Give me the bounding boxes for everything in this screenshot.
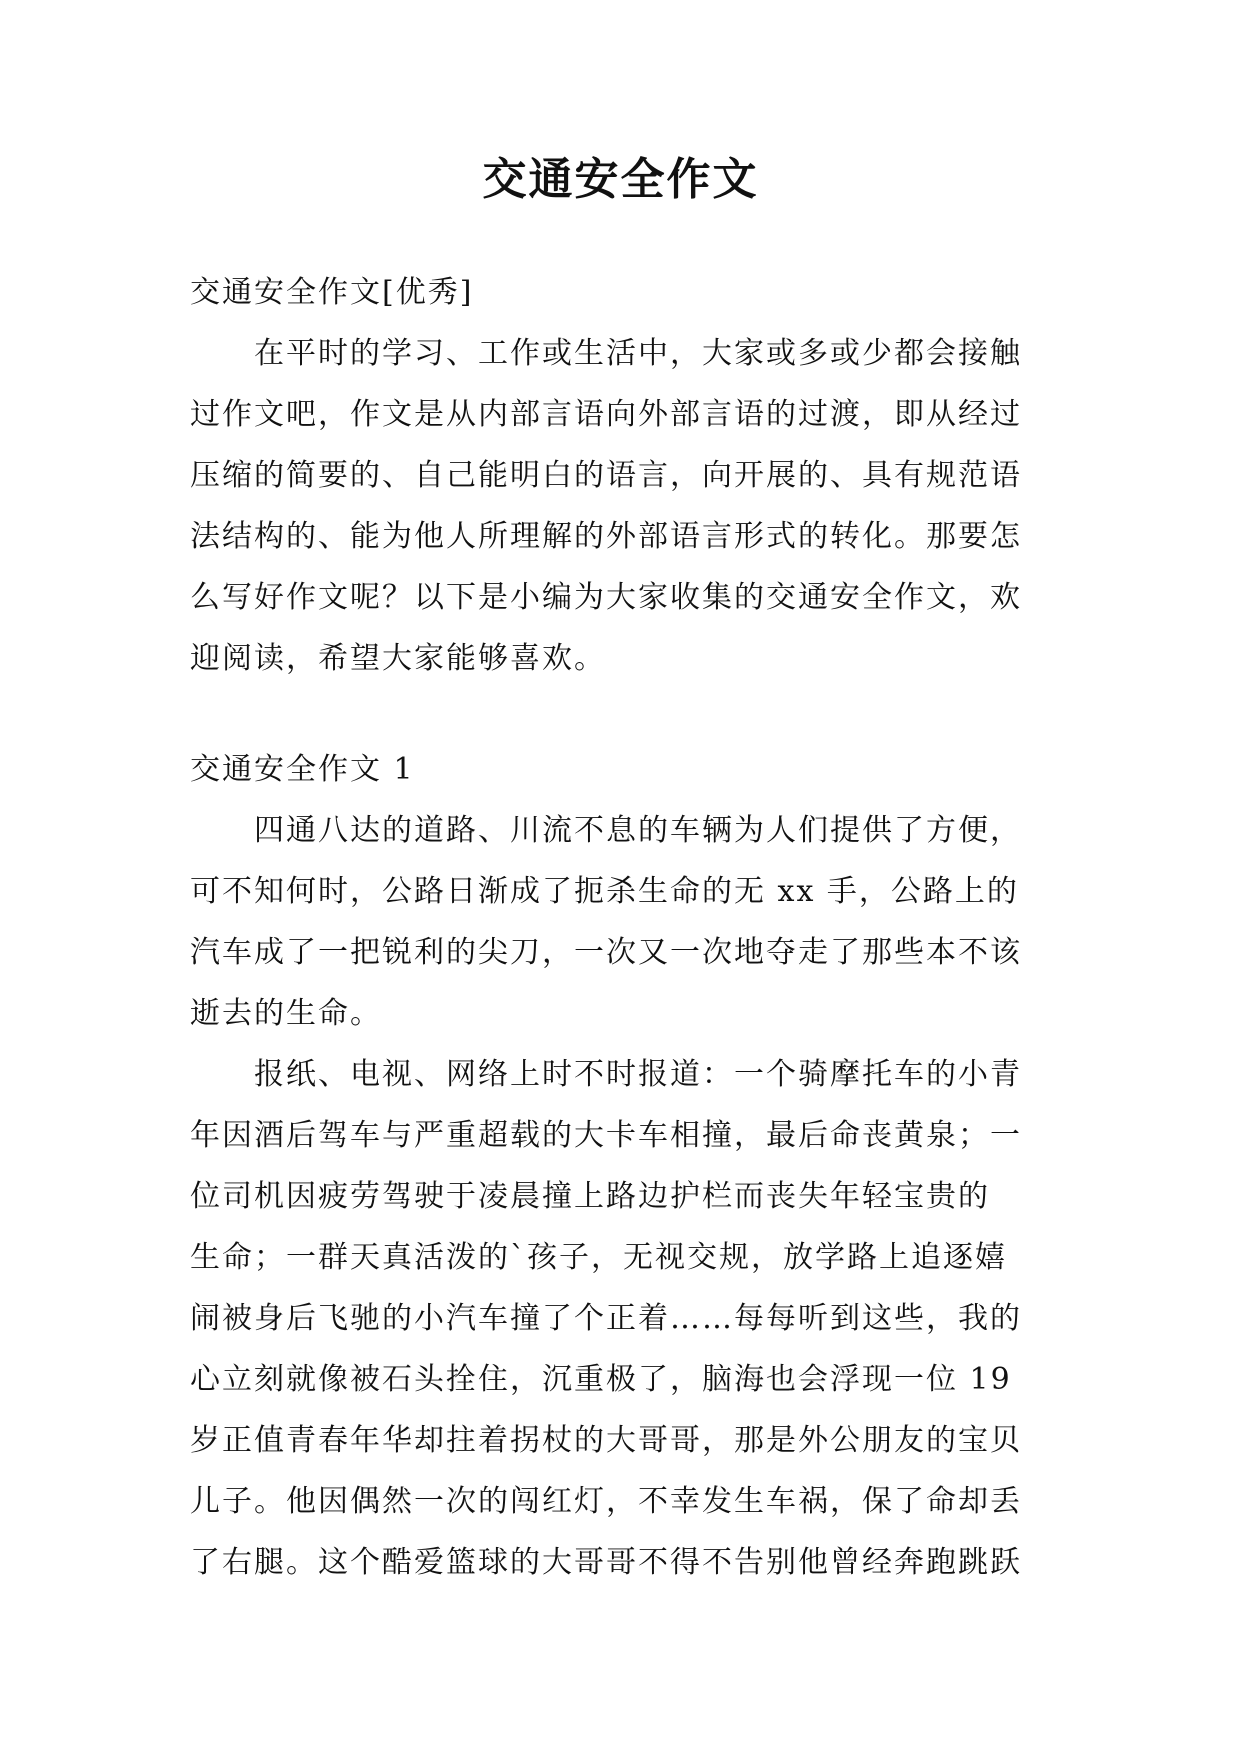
intro-line: 迎阅读，希望大家能够喜欢。	[190, 641, 606, 676]
intro-line: 压缩的简要的、自己能明白的语言，向开展的、具有规范语	[190, 458, 1022, 493]
paragraph-line: 年因酒后驾车与严重超载的大卡车相撞，最后命丧黄泉；一	[190, 1118, 1022, 1153]
intro-line: 么写好作文呢？以下是小编为大家收集的交通安全作文，欢	[190, 580, 1022, 615]
section-spacer	[190, 689, 1062, 739]
document-body	[190, 262, 1062, 1593]
intro-line: 在平时的学习、工作或生活中，大家或多或少都会接触	[254, 336, 1022, 371]
subtitle: 交通安全作文[优秀]	[190, 275, 474, 310]
paragraph-line: 可不知何时，公路日渐成了扼杀生命的无 xx 手，公路上的	[190, 874, 1019, 909]
paragraph-2	[190, 1044, 1062, 1593]
paragraph-line: 心立刻就像被石头拴住，沉重极了，脑海也会浮现一位 19	[190, 1362, 1012, 1397]
intro-paragraph	[190, 323, 1062, 689]
section-heading: 交通安全作文 1	[190, 752, 415, 787]
intro-line: 过作文吧，作文是从内部言语向外部言语的过渡，即从经过	[190, 397, 1022, 432]
paragraph-line: 报纸、电视、网络上时不时报道：一个骑摩托车的小青	[254, 1057, 1022, 1092]
paragraph-line: 了右腿。这个酷爱篮球的大哥哥不得不告别他曾经奔跑跳跃	[190, 1545, 1022, 1580]
paragraph-line: 汽车成了一把锐利的尖刀，一次又一次地夺走了那些本不该	[190, 935, 1022, 970]
paragraph-line: 四通八达的道路、川流不息的车辆为人们提供了方便，	[254, 813, 1022, 848]
paragraph-line: 生命；一群天真活泼的`孩子，无视交规，放学路上追逐嬉	[190, 1240, 1007, 1275]
paragraph-line: 儿子。他因偶然一次的闯红灯，不幸发生车祸，保了命却丢	[190, 1484, 1022, 1519]
paragraph-1	[190, 800, 1062, 1044]
document-title: 交通安全作文	[482, 154, 759, 205]
paragraph-line: 逝去的生命。	[190, 996, 382, 1031]
paragraph-line: 岁正值青春年华却拄着拐杖的大哥哥，那是外公朋友的宝贝	[190, 1423, 1022, 1458]
paragraph-line: 位司机因疲劳驾驶于凌晨撞上路边护栏而丧失年轻宝贵的	[190, 1179, 990, 1214]
paragraph-line: 闹被身后飞驰的小汽车撞了个正着……每每听到这些，我的	[190, 1301, 1022, 1336]
intro-line: 法结构的、能为他人所理解的外部语言形式的转化。那要怎	[190, 519, 1022, 554]
